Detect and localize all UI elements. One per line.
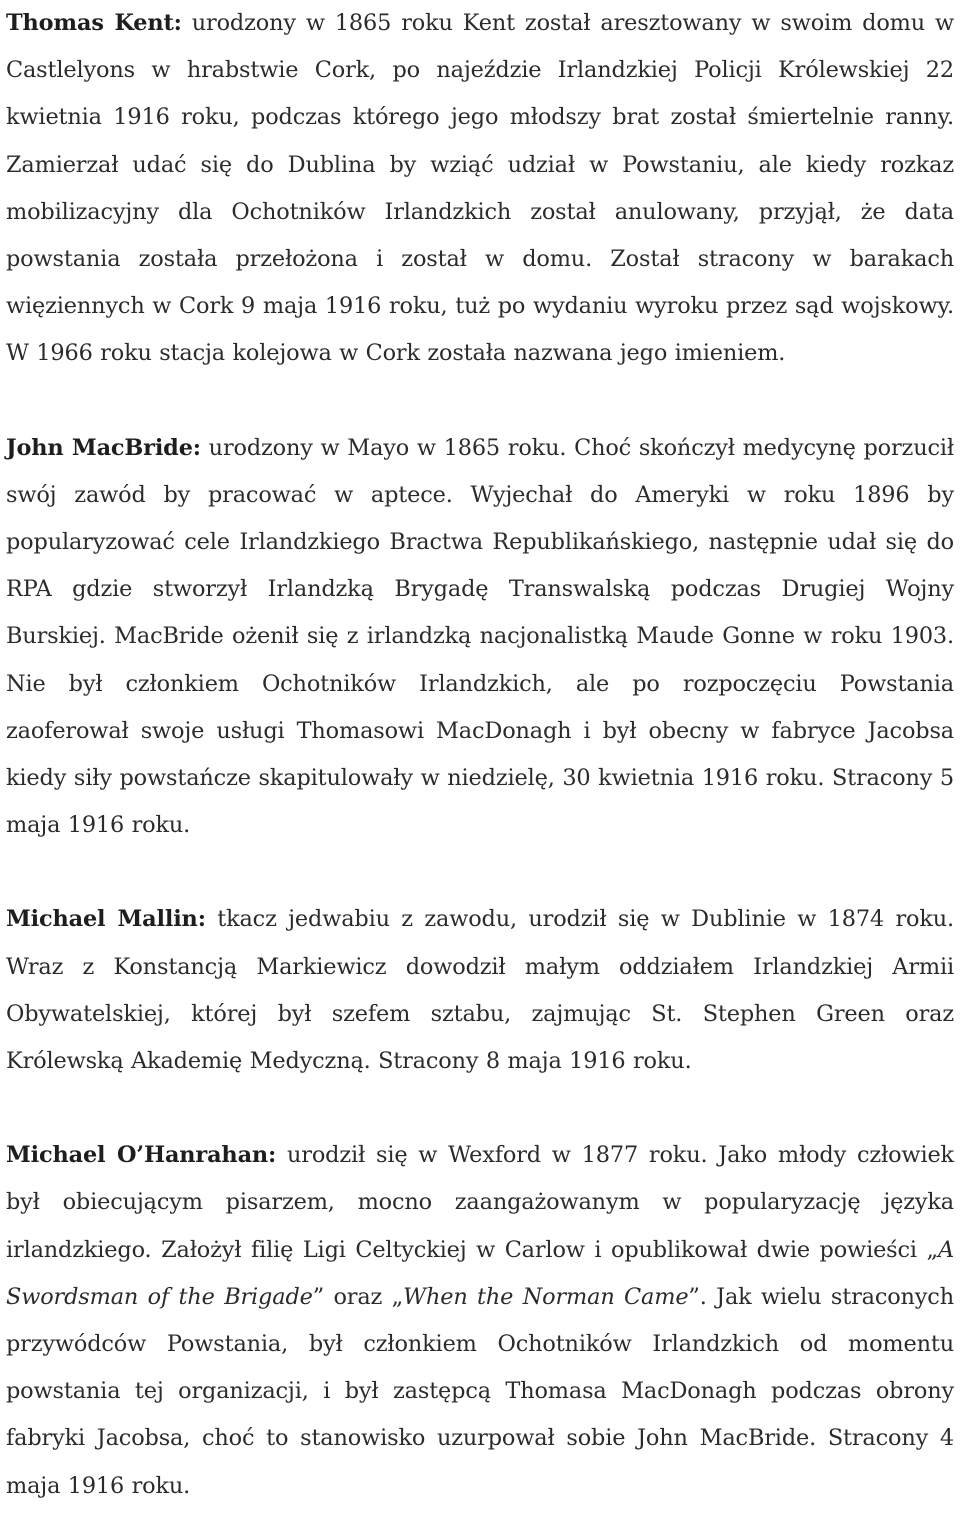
entry-name: Thomas Kent: — [6, 10, 182, 36]
entry-text: ” oraz „ — [312, 1283, 404, 1310]
book-title: A Swordsman of the Brigade — [6, 1236, 954, 1310]
entry-text: urodzony w 1865 roku Kent został aresztowany w swoim domu w Castlelyons w hrabstwie Cork, po najeździe Irlandzkiej Policji Królewskiej 22 kwietnia 1916 roku, podczas którego jego młodszy brat został śmiertelnie ranny. Zamierzał udać się do Dublina by wziąć udział w Powstaniu, ale kiedy rozkaz mobilizacyjny dla Ochotników Irlandzkich został anulowany, przyjął, że data powstania została przełożona i został w domu. Został stracony w barakach więziennych w Cork 9 maja 1916 roku, tuż po wydaniu wyroku przez sąd wojskowy. W 1966 roku stacja kolejowa w Cork została nazwana jego imieniem. — [6, 10, 954, 367]
entry-name: Michael O’Hanrahan: — [6, 1142, 277, 1169]
entry-john-macbride — [6, 425, 954, 850]
entry-text: tkacz jedwabiu z zawodu, urodził się w Dublinie w 1874 roku. Wraz z Konstancją Markiewicz dowodził małym oddziałem Irlandzkiej Armii Obywatelskiej, której był szefem sztabu, zajmując St. Stephen Green oraz Królewską Akademię Medyczną. Stracony 8 maja 1916 roku. — [6, 906, 954, 1075]
entry-name: Michael Mallin: — [6, 906, 206, 933]
entry-text: urodził się w Wexford w 1877 roku. Jako młody człowiek był obiecującym pisarzem, mocno zaangażowanym w popularyzację języka irlandzkiego. Założył filię Ligi Celtyckiej w Carlow i opublikował dwie powieści „ — [6, 1142, 954, 1263]
entry-thomas-kent — [6, 0, 954, 378]
entry-text: urodzony w Mayo w 1865 roku. Choć skończył medycynę porzucił swój zawód by pracować w aptece. Wyjechał do Ameryki w roku 1896 by popularyzować cele Irlandzkiego Bractwa Republikańskiego, następnie udał się do RPA gdzie stworzył Irlandzką Brygadę Transwalską podczas Drugiej Wojny Burskiej. MacBride ożenił się z irlandzką nacjonalistką Maude Gonne w roku 1903. Nie był członkiem Ochotników Irlandzkich, ale po rozpoczęciu Powstania zaoferował swoje usługi Thomasowi MacDonagh i był obecny w fabryce Jacobsa kiedy siły powstańcze skapitulowały w niedzielę, 30 kwietnia 1916 roku. Stracony 5 maja 1916 roku. — [6, 434, 954, 839]
entry-michael-ohanrahan — [6, 1132, 954, 1510]
entry-text: ”. Jak wielu straconych przywódców Powstania, był członkiem Ochotników Irlandzkich od momentu powstania tej organizacji, i był zastępcą Thomasa MacDonagh podczas obrony fabryki Jacobsa, choć to stanowisko uzurpował sobie John MacBride. Stracony 4 maja 1916 roku. — [6, 1283, 954, 1499]
entry-michael-mallin — [6, 896, 954, 1085]
book-title: When the Norman Came — [403, 1283, 689, 1310]
entry-name: John MacBride: — [6, 434, 201, 461]
